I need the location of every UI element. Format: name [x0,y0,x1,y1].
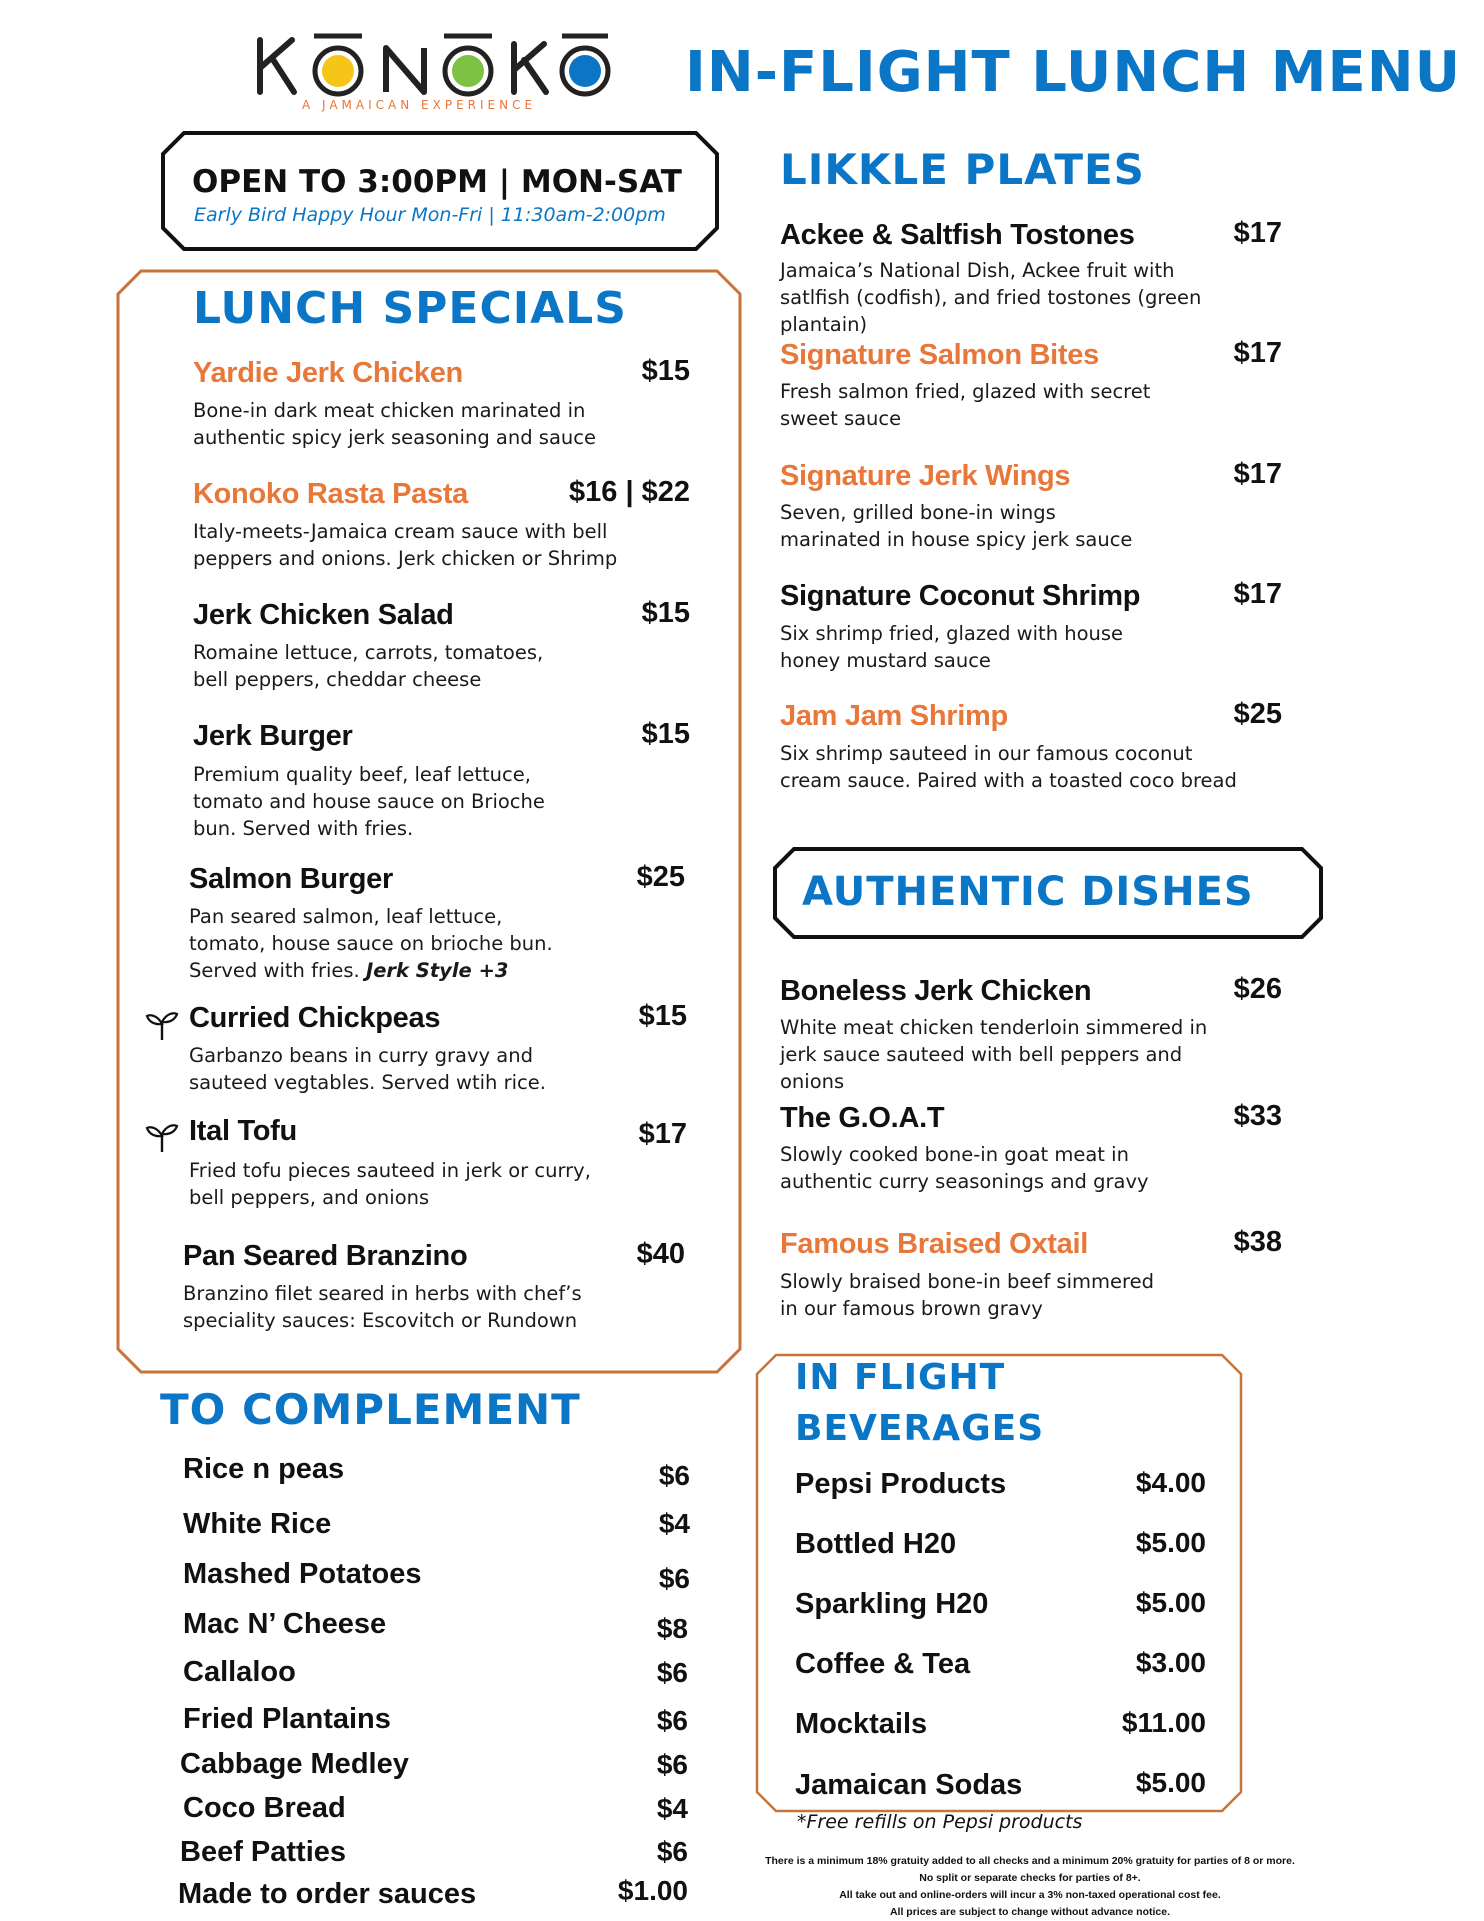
side-item-price: $6 [658,1460,690,1491]
beverage-price: $5.00 [1135,1767,1206,1798]
beverage-price: $3.00 [1135,1647,1206,1678]
menu-item-price: $25 [636,861,685,893]
menu-item-name: Pan Seared Branzino [183,1240,468,1272]
beverages-note: *Free refills on Pepsi products [797,1811,1083,1833]
menu-item-name: Signature Salmon Bites [780,339,1099,371]
authentic-dishes-heading: AUTHENTIC DISHES [802,869,1254,915]
menu-item-desc: Jamaica’s National Dish, Ackee fruit with satlfish (codfish), and fried tostones (green plantain) [780,259,1202,336]
side-item-name: Fried Plantains [183,1703,391,1735]
menu-item-price: $17 [1233,217,1282,249]
sprout-icon [145,1008,179,1042]
likkle-plates-heading: LIKKLE PLATES [780,145,1145,194]
to-complement-heading: TO COMPLEMENT [160,1385,581,1434]
menu-item-desc: Garbanzo beans in curry gravy and sauteed vegtables. Served wtih rice. [189,1044,546,1094]
menu-item-price: $15 [641,718,690,750]
menu-item-desc: Branzino filet seared in herbs with chef’s speciality sauces: Escovitch or Rundown [183,1282,582,1332]
beverage-price: $5.00 [1135,1587,1206,1618]
menu-item-desc: Six shrimp sauteed in our famous coconut cream sauce. Paired with a toasted coco bread [780,742,1237,792]
menu-item-price: $15 [641,355,690,387]
beverage-price: $5.00 [1135,1527,1206,1558]
menu-item-desc: Bone-in dark meat chicken marinated in authentic spicy jerk seasoning and sauce [193,399,596,449]
menu-item-price: $38 [1233,1226,1282,1258]
side-item-price: $4 [658,1508,690,1539]
menu-item-name: Salmon Burger [189,863,393,895]
menu-item-name: Ital Tofu [189,1115,297,1147]
side-item-name: Mashed Potatoes [183,1558,422,1590]
menu-item-name: The G.O.A.T [780,1102,945,1134]
menu-item-price: $25 [1233,698,1282,730]
beverage-price: $11.00 [1121,1707,1206,1738]
menu-item-price: $17 [638,1118,687,1150]
footer-line: No split or separate checks for parties of 8+. [919,1872,1141,1884]
side-item-name: Made to order sauces [178,1878,477,1910]
menu-item-name: Curried Chickpeas [189,1002,441,1034]
konoko-logo-mark [252,30,612,100]
side-item-name: Coco Bread [183,1792,346,1824]
menu-item-name: Boneless Jerk Chicken [780,975,1092,1007]
sprout-icon [145,1120,179,1154]
menu-item-price: $17 [1233,578,1282,610]
menu-item-name: Jam Jam Shrimp [780,700,1008,732]
menu-item-price: $17 [1233,337,1282,369]
menu-item-price: $16 | $22 [569,476,690,508]
menu-item-desc: Seven, grilled bone-in wings marinated in house spicy jerk sauce [780,501,1133,551]
menu-item-name: Jerk Burger [193,720,353,752]
beverage-name: Coffee & Tea [795,1648,971,1680]
menu-item-name: Signature Coconut Shrimp [780,580,1141,612]
menu-item-price: $40 [636,1238,685,1270]
beverage-name: Jamaican Sodas [795,1769,1023,1801]
beverage-name: Pepsi Products [795,1468,1007,1500]
side-item-price: $6 [656,1705,688,1736]
side-item-name: Callaloo [183,1656,296,1688]
menu-item-name: Signature Jerk Wings [780,460,1071,492]
side-item-price: $6 [656,1749,688,1780]
side-item-price: $6 [656,1657,688,1688]
footer-line: There is a minimum 18% gratuity added to all checks and a minimum 20% gratuity for parties of 8 or more. [765,1855,1295,1867]
menu-item-price: $15 [638,1000,687,1032]
hours-subtitle: Early Bird Happy Hour Mon-Fri | 11:30am-2:00pm [194,204,666,226]
footer-notes [740,1853,1320,1921]
menu-item-desc: Slowly braised bone-in beef simmered in our famous brown gravy [780,1270,1154,1320]
menu-item-desc: Italy-meets-Jamaica cream sauce with bell peppers and onions. Jerk chicken or Shrimp [193,520,618,570]
side-item-price: $4 [656,1793,688,1824]
side-item-name: Cabbage Medley [180,1748,409,1780]
beverages-heading-line2: BEVERAGES [795,1408,1045,1449]
menu-item-name: Jerk Chicken Salad [193,599,454,631]
menu-item-desc: Premium quality beef, leaf lettuce, tomato and house sauce on Brioche bun. Served with fries. [193,763,545,840]
side-item-name: Mac N’ Cheese [183,1608,387,1640]
menu-item-price: $17 [1233,458,1282,490]
menu-item-price: $26 [1233,973,1282,1005]
menu-title: IN-FLIGHT LUNCH MENU [685,40,1462,105]
beverage-name: Mocktails [795,1708,928,1740]
menu-item-desc: Six shrimp fried, glazed with house honey mustard sauce [780,622,1124,672]
beverage-price: $4.00 [1135,1467,1206,1498]
side-item-price: $8 [656,1613,688,1644]
lunch-specials-heading: LUNCH SPECIALS [193,283,627,334]
menu-item-name: Konoko Rasta Pasta [193,478,469,510]
beverage-name: Bottled H20 [795,1528,957,1560]
menu-item-price: $33 [1233,1100,1282,1132]
side-item-name: Rice n peas [183,1453,345,1485]
menu-item-desc-text: Pan seared salmon, leaf lettuce, tomato, house sauce on brioche bun. Served with fries. [189,905,553,982]
side-item-name: Beef Patties [180,1836,347,1868]
side-item-price: $6 [656,1836,688,1867]
hours-title: OPEN TO 3:00PM | MON-SAT [192,164,682,200]
menu-item-desc: Fried tofu pieces sauteed in jerk or curry, bell peppers, and onions [189,1159,591,1209]
brand-logo [252,30,612,120]
footer-line: All prices are subject to change without advance notice. [889,1906,1171,1918]
menu-item-desc: White meat chicken tenderloin simmered in jerk sauce sauteed with bell peppers and onions [780,1016,1208,1093]
beverage-name: Sparkling H20 [795,1588,989,1620]
menu-item-name: Famous Braised Oxtail [780,1228,1088,1260]
side-item-name: White Rice [183,1508,332,1540]
side-item-price: $1.00 [617,1875,688,1906]
beverages-heading-line1: IN FLIGHT [795,1357,1006,1398]
menu-item-price: $15 [641,597,690,629]
footer-line: All take out and online-orders will incur a 3% non-taxed operational cost fee. [839,1889,1221,1901]
menu-item-desc: Romaine lettuce, carrots, tomatoes, bell peppers, cheddar cheese [193,641,544,691]
menu-item-desc-extra: Jerk Style +3 [365,959,509,982]
menu-item-desc [189,903,559,984]
menu-item-desc: Slowly cooked bone-in goat meat in authentic curry seasonings and gravy [780,1143,1149,1193]
menu-item-name: Yardie Jerk Chicken [193,357,463,389]
menu-item-name: Ackee & Saltfish Tostones [780,219,1135,251]
brand-tagline: A JAMAICAN EXPERIENCE [302,98,537,112]
side-item-price: $6 [658,1563,690,1594]
menu-item-desc: Fresh salmon fried, glazed with secret sweet sauce [780,380,1151,430]
